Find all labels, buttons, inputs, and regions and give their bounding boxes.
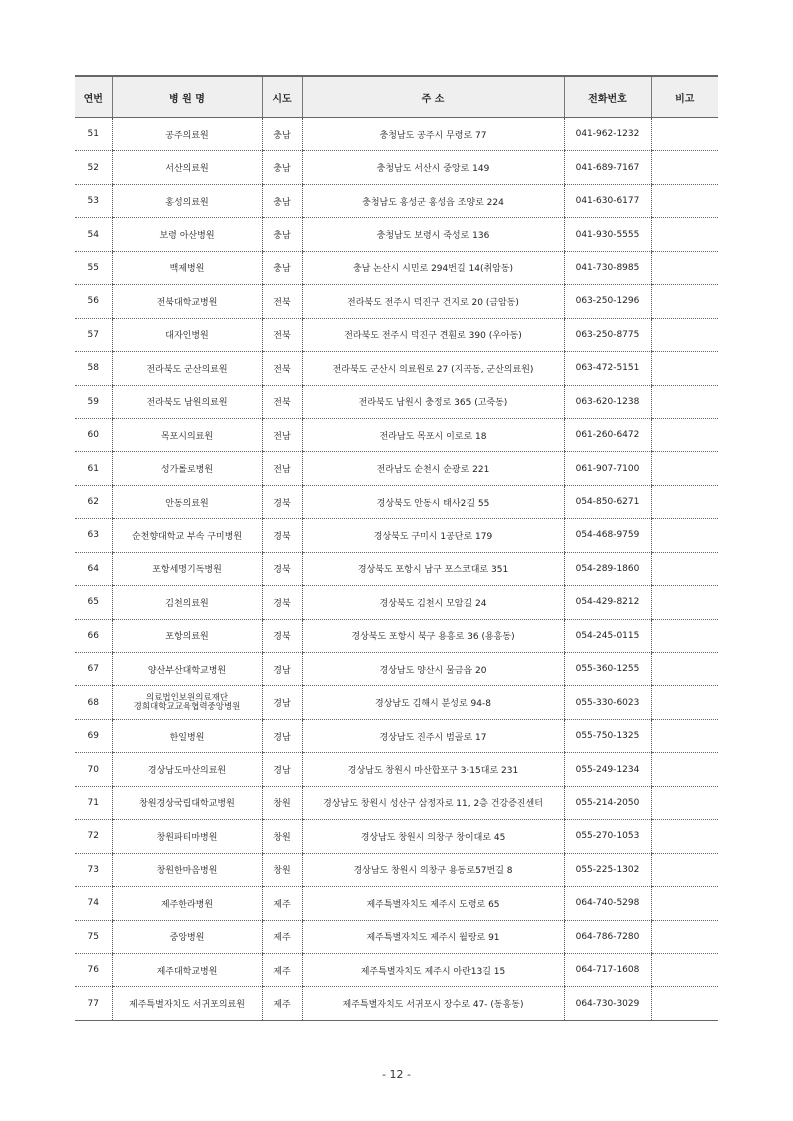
row-number-cell: 53: [75, 184, 112, 217]
address-cell: 전라북도 전주시 덕진구 견훤로 390 (우아동): [302, 318, 564, 351]
table-row: [75, 285, 718, 318]
region-cell: 전북: [262, 318, 302, 351]
table-row: [75, 552, 718, 585]
region-cell: 창원: [262, 853, 302, 886]
address-cell: 충청남도 보령시 죽성로 136: [302, 218, 564, 251]
row-number-cell: 77: [75, 987, 112, 1020]
header-note: 비고: [651, 76, 718, 118]
hospital-name-cell: 김천의료원: [112, 586, 262, 619]
header-region: 시도: [262, 76, 302, 118]
note-cell: [651, 452, 718, 485]
hospital-name-cell: 백제병원: [112, 251, 262, 284]
hospital-name-cell: 양산부산대학교병원: [112, 653, 262, 686]
row-number-cell: 73: [75, 853, 112, 886]
phone-cell: 054-429-8212: [564, 586, 651, 619]
note-cell: [651, 151, 718, 184]
row-number-cell: 65: [75, 586, 112, 619]
table-row: [75, 619, 718, 652]
table-row: [75, 987, 718, 1020]
header-hospital-name: 병 원 명: [112, 76, 262, 118]
address-cell: 전라북도 남원시 충정로 365 (고죽동): [302, 385, 564, 418]
note-cell: [651, 352, 718, 385]
region-cell: 충남: [262, 184, 302, 217]
address-cell: 경상남도 창원시 의창구 창이대로 45: [302, 820, 564, 853]
table-header-row: [75, 76, 718, 118]
address-cell: 경상남도 양산시 물금읍 20: [302, 653, 564, 686]
address-cell: 경상남도 진주시 범골로 17: [302, 719, 564, 752]
table-row: [75, 586, 718, 619]
row-number-cell: 66: [75, 619, 112, 652]
address-cell: 경상북도 안동시 태사2길 55: [302, 485, 564, 518]
row-number-cell: 51: [75, 118, 112, 151]
phone-cell: 063-250-8775: [564, 318, 651, 351]
address-cell: 경상북도 포항시 남구 포스코대로 351: [302, 552, 564, 585]
phone-cell: 041-689-7167: [564, 151, 651, 184]
table-row: [75, 887, 718, 920]
row-number-cell: 63: [75, 519, 112, 552]
table-row: [75, 820, 718, 853]
phone-cell: 041-962-1232: [564, 118, 651, 151]
phone-cell: 055-330-6023: [564, 686, 651, 719]
note-cell: [651, 619, 718, 652]
hospital-table: [75, 75, 718, 1021]
hospital-name-cell: 창원파티마병원: [112, 820, 262, 853]
row-number-cell: 72: [75, 820, 112, 853]
row-number-cell: 64: [75, 552, 112, 585]
hospital-name-cell: 순천향대학교 부속 구미병원: [112, 519, 262, 552]
row-number-cell: 71: [75, 786, 112, 819]
header-no: 연번: [75, 76, 112, 118]
phone-cell: 055-360-1255: [564, 653, 651, 686]
address-cell: 충남 논산시 시민로 294번길 14(취암동): [302, 251, 564, 284]
row-number-cell: 56: [75, 285, 112, 318]
row-number-cell: 60: [75, 418, 112, 451]
address-cell: 경상북도 포항시 북구 용흥로 36 (용흥동): [302, 619, 564, 652]
note-cell: [651, 285, 718, 318]
phone-cell: 055-270-1053: [564, 820, 651, 853]
table-row: [75, 184, 718, 217]
hospital-name-cell: 전라북도 군산의료원: [112, 352, 262, 385]
phone-cell: 055-249-1234: [564, 753, 651, 786]
note-cell: [651, 686, 718, 719]
hospital-name-cell: 제주한라병원: [112, 887, 262, 920]
table-row: [75, 719, 718, 752]
page-number: - 12 -: [382, 1068, 411, 1081]
hospital-name-cell: 창원한마음병원: [112, 853, 262, 886]
hospital-name-cell: 공주의료원: [112, 118, 262, 151]
table-row: [75, 118, 718, 151]
hospital-name-cell: 제주특별자치도 서귀포의료원: [112, 987, 262, 1020]
row-number-cell: 68: [75, 686, 112, 719]
region-cell: 제주: [262, 987, 302, 1020]
note-cell: [651, 184, 718, 217]
table-row: [75, 418, 718, 451]
phone-cell: 061-907-7100: [564, 452, 651, 485]
row-number-cell: 59: [75, 385, 112, 418]
note-cell: [651, 118, 718, 151]
hospital-name-cell: 의료법인보원의료재단 경희대학교교육협력중앙병원: [112, 686, 262, 719]
hospital-name-cell: 창원경상국립대학교병원: [112, 786, 262, 819]
table-row: [75, 920, 718, 953]
address-cell: 전라북도 군산시 의료원로 27 (지곡동, 군산의료원): [302, 352, 564, 385]
region-cell: 경북: [262, 485, 302, 518]
table-row: [75, 485, 718, 518]
address-cell: 제주특별자치도 제주시 월랑로 91: [302, 920, 564, 953]
hospital-name-cell: 목포시의료원: [112, 418, 262, 451]
table-row: [75, 686, 718, 719]
row-number-cell: 74: [75, 887, 112, 920]
region-cell: 전북: [262, 385, 302, 418]
hospital-name-cell: 서산의료원: [112, 151, 262, 184]
note-cell: [651, 786, 718, 819]
phone-cell: 041-630-6177: [564, 184, 651, 217]
region-cell: 경북: [262, 519, 302, 552]
phone-cell: 041-930-5555: [564, 218, 651, 251]
row-number-cell: 61: [75, 452, 112, 485]
table-row: [75, 519, 718, 552]
row-number-cell: 70: [75, 753, 112, 786]
region-cell: 경남: [262, 653, 302, 686]
note-cell: [651, 820, 718, 853]
address-cell: 충청남도 서산시 중앙로 149: [302, 151, 564, 184]
table-body: [75, 118, 718, 1021]
address-cell: 경상남도 김해시 분성로 94-8: [302, 686, 564, 719]
table-row: [75, 953, 718, 986]
note-cell: [651, 987, 718, 1020]
phone-cell: 063-472-5151: [564, 352, 651, 385]
address-cell: 충청남도 홍성군 홍성읍 조양로 224: [302, 184, 564, 217]
row-number-cell: 76: [75, 953, 112, 986]
note-cell: [651, 920, 718, 953]
hospital-name-cell: 포항의료원: [112, 619, 262, 652]
note-cell: [651, 485, 718, 518]
header-phone: 전화번호: [564, 76, 651, 118]
phone-cell: 064-730-3029: [564, 987, 651, 1020]
note-cell: [651, 218, 718, 251]
note-cell: [651, 653, 718, 686]
phone-cell: 054-289-1860: [564, 552, 651, 585]
region-cell: 전남: [262, 418, 302, 451]
region-cell: 경남: [262, 753, 302, 786]
region-cell: 충남: [262, 251, 302, 284]
note-cell: [651, 318, 718, 351]
phone-cell: 063-620-1238: [564, 385, 651, 418]
region-cell: 전북: [262, 352, 302, 385]
hospital-name-cell: 경상남도마산의료원: [112, 753, 262, 786]
table-row: [75, 218, 718, 251]
region-cell: 경북: [262, 586, 302, 619]
note-cell: [651, 719, 718, 752]
note-cell: [651, 853, 718, 886]
address-cell: 경상북도 구미시 1공단로 179: [302, 519, 564, 552]
address-cell: 경상남도 창원시 마산합포구 3·15대로 231: [302, 753, 564, 786]
note-cell: [651, 385, 718, 418]
phone-cell: 054-245-0115: [564, 619, 651, 652]
hospital-name-cell: 한일병원: [112, 719, 262, 752]
table-row: [75, 318, 718, 351]
phone-cell: 055-750-1325: [564, 719, 651, 752]
note-cell: [651, 552, 718, 585]
region-cell: 제주: [262, 953, 302, 986]
region-cell: 경남: [262, 686, 302, 719]
row-number-cell: 57: [75, 318, 112, 351]
address-cell: 충청남도 공주시 무령로 77: [302, 118, 564, 151]
region-cell: 제주: [262, 887, 302, 920]
region-cell: 제주: [262, 920, 302, 953]
address-cell: 전라북도 전주시 덕진구 건지로 20 (금암동): [302, 285, 564, 318]
table-row: [75, 385, 718, 418]
table-row: [75, 151, 718, 184]
row-number-cell: 62: [75, 485, 112, 518]
region-cell: 창원: [262, 786, 302, 819]
address-cell: 경상남도 창원시 의창구 용동로57번길 8: [302, 853, 564, 886]
table-row: [75, 251, 718, 284]
note-cell: [651, 887, 718, 920]
hospital-name-cell: 전라북도 남원의료원: [112, 385, 262, 418]
phone-cell: 054-468-9759: [564, 519, 651, 552]
hospital-name-cell: 안동의료원: [112, 485, 262, 518]
region-cell: 충남: [262, 118, 302, 151]
hospital-name-cell: 제주대학교병원: [112, 953, 262, 986]
address-cell: 제주특별자치도 제주시 도령로 65: [302, 887, 564, 920]
row-number-cell: 67: [75, 653, 112, 686]
phone-cell: 054-850-6271: [564, 485, 651, 518]
hospital-name-cell: 보령 아산병원: [112, 218, 262, 251]
hospital-name-cell: 포항세명기독병원: [112, 552, 262, 585]
region-cell: 경북: [262, 552, 302, 585]
region-cell: 충남: [262, 218, 302, 251]
address-cell: 제주특별자치도 서귀포시 장수로 47- (동홍동): [302, 987, 564, 1020]
phone-cell: 041-730-8985: [564, 251, 651, 284]
row-number-cell: 55: [75, 251, 112, 284]
address-cell: 전라남도 목포시 이로로 18: [302, 418, 564, 451]
phone-cell: 064-717-1608: [564, 953, 651, 986]
address-cell: 경상남도 창원시 성산구 삼정자로 11, 2층 건강증진센터: [302, 786, 564, 819]
table-row: [75, 753, 718, 786]
phone-cell: 055-225-1302: [564, 853, 651, 886]
region-cell: 충남: [262, 151, 302, 184]
table-row: [75, 653, 718, 686]
phone-cell: 064-786-7280: [564, 920, 651, 953]
note-cell: [651, 753, 718, 786]
address-cell: 경상북도 김천시 모암길 24: [302, 586, 564, 619]
note-cell: [651, 586, 718, 619]
row-number-cell: 58: [75, 352, 112, 385]
table-row: [75, 452, 718, 485]
region-cell: 경남: [262, 719, 302, 752]
note-cell: [651, 251, 718, 284]
hospital-name-cell: 대자인병원: [112, 318, 262, 351]
row-number-cell: 75: [75, 920, 112, 953]
phone-cell: 061-260-6472: [564, 418, 651, 451]
header-address: 주 소: [302, 76, 564, 118]
table-row: [75, 786, 718, 819]
hospital-name-cell: 성가롤로병원: [112, 452, 262, 485]
hospital-name-cell: 전북대학교병원: [112, 285, 262, 318]
region-cell: 전남: [262, 452, 302, 485]
phone-cell: 063-250-1296: [564, 285, 651, 318]
hospital-name-cell: 중앙병원: [112, 920, 262, 953]
hospital-name-cell: 홍성의료원: [112, 184, 262, 217]
address-cell: 전라남도 순천시 순광로 221: [302, 452, 564, 485]
row-number-cell: 69: [75, 719, 112, 752]
note-cell: [651, 519, 718, 552]
address-cell: 제주특별자치도 제주시 아란13길 15: [302, 953, 564, 986]
note-cell: [651, 953, 718, 986]
table-row: [75, 352, 718, 385]
phone-cell: 064-740-5298: [564, 887, 651, 920]
table-row: [75, 853, 718, 886]
region-cell: 창원: [262, 820, 302, 853]
row-number-cell: 54: [75, 218, 112, 251]
note-cell: [651, 418, 718, 451]
phone-cell: 055-214-2050: [564, 786, 651, 819]
region-cell: 전북: [262, 285, 302, 318]
region-cell: 경북: [262, 619, 302, 652]
row-number-cell: 52: [75, 151, 112, 184]
